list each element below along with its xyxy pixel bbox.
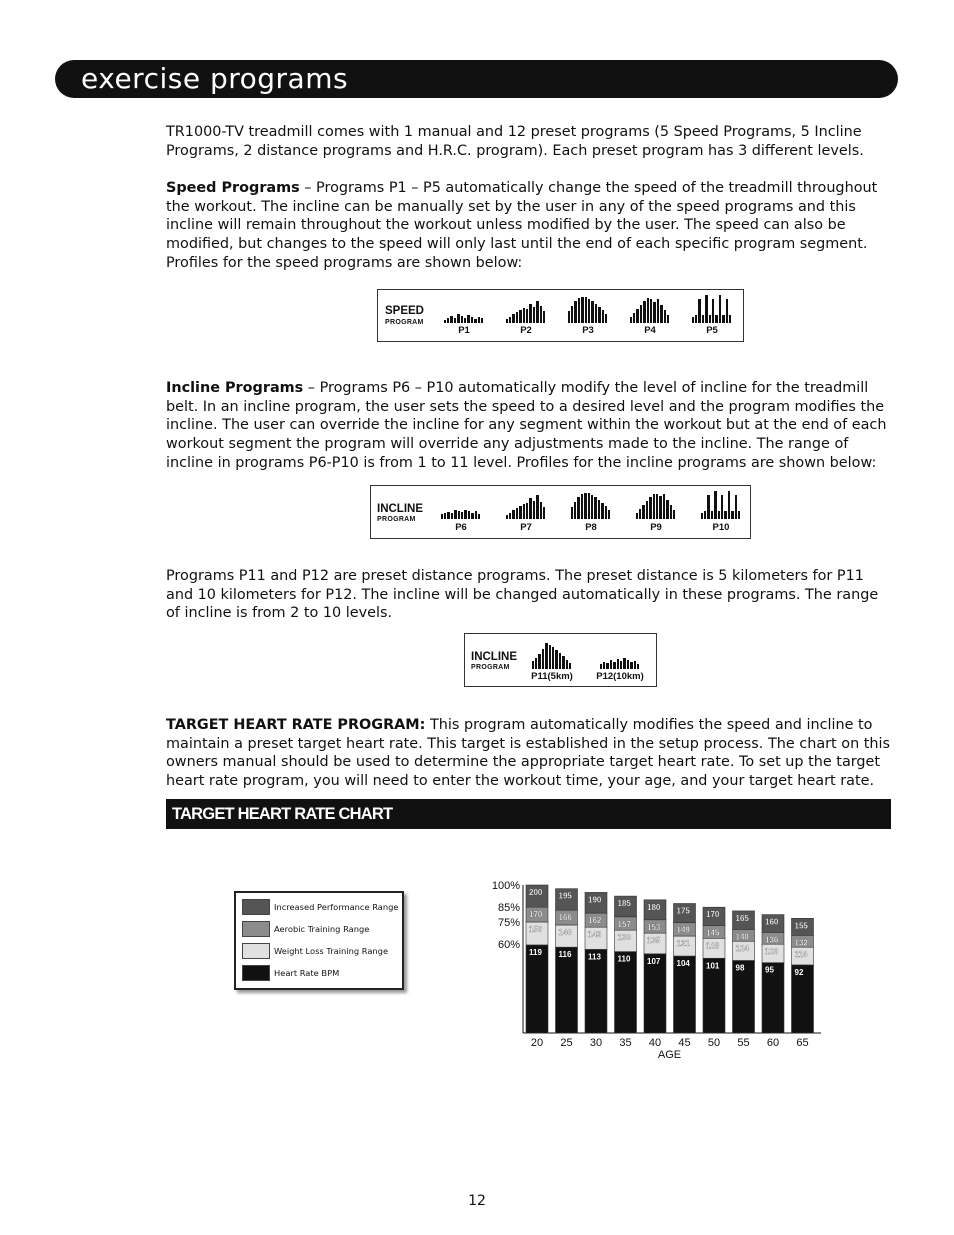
speed-panel-subtitle: PROGRAM xyxy=(385,319,424,326)
profile-bar xyxy=(707,495,709,519)
profile-bar xyxy=(653,302,655,323)
profile-bar xyxy=(709,315,711,323)
chart-title-bar xyxy=(166,799,891,829)
profile-bar xyxy=(535,658,537,669)
profile-bar xyxy=(577,497,579,519)
incline-panel-title: INCLINE xyxy=(377,503,423,515)
data-label: 157 xyxy=(617,919,631,929)
distance-panel-title: INCLINE xyxy=(471,651,517,663)
profile-bar xyxy=(595,304,597,323)
profile-bar xyxy=(598,500,600,519)
data-label: 185 xyxy=(617,899,631,909)
profile-bar xyxy=(663,494,665,519)
profile-bar xyxy=(639,509,641,519)
data-label: 92 xyxy=(794,967,804,977)
profile-bar xyxy=(666,500,668,519)
profile-label: P1 xyxy=(458,325,470,336)
profile-bar xyxy=(647,298,649,323)
profile-bar xyxy=(588,493,590,519)
profile-bar xyxy=(458,511,460,519)
profile-bar xyxy=(571,306,573,323)
data-label: 132 xyxy=(794,938,808,948)
profile-bar xyxy=(712,299,714,323)
profile-bar xyxy=(605,314,607,323)
profile-bar xyxy=(538,654,540,669)
profile-bar xyxy=(444,320,446,323)
data-label: 136 xyxy=(765,935,779,945)
chart-bar-segment xyxy=(526,945,548,1033)
profile-bar xyxy=(533,307,535,323)
profile-bar xyxy=(540,306,542,323)
x-tick-label: 55 xyxy=(737,1037,750,1049)
chart-bar-segment xyxy=(615,952,637,1033)
incline-text: – Programs P6 – P10 automatically modify the level of incline for the treadmill belt. In an incline program, the user sets the speed to a desired level and the program modifies the incline. The user can override the incline for any segment within the workout but at the end of each workout segment the program will override any adjustments made to the incline. The range of incline in programs P6-P10 is from 1 to 11 level. Profiles for the incline programs are shown below: xyxy=(166,380,887,471)
data-label: 119 xyxy=(529,947,542,957)
profile-bar xyxy=(673,510,675,519)
profile-label: P9 xyxy=(650,522,662,533)
profile-bar xyxy=(549,645,551,669)
profile-bars-p4 xyxy=(630,298,670,323)
profile-bars-p1210km xyxy=(600,658,640,669)
section-banner xyxy=(55,60,898,98)
profile-bar xyxy=(600,664,602,669)
profile-bar xyxy=(588,299,590,323)
profile-bar xyxy=(526,309,528,323)
legend-item-performance xyxy=(242,899,399,915)
data-label: 131 xyxy=(676,939,690,949)
x-tick-label: 25 xyxy=(560,1037,573,1049)
page-number: 12 xyxy=(468,1193,486,1209)
data-label: 190 xyxy=(588,895,602,905)
profile-bar xyxy=(591,301,593,323)
profile-bar xyxy=(608,510,610,519)
profile-bar xyxy=(441,514,443,519)
profile-bar xyxy=(481,318,483,323)
profile-bar xyxy=(468,511,470,519)
profile-label: P2 xyxy=(520,325,532,336)
data-label: 95 xyxy=(765,965,774,975)
profile-bar xyxy=(646,501,648,519)
thr-paragraph xyxy=(166,716,891,791)
x-tick-label: 65 xyxy=(796,1037,809,1049)
profile-bar xyxy=(670,505,672,519)
profile-bars-p2 xyxy=(506,301,546,323)
data-label: 116 xyxy=(558,950,572,960)
profile-bar xyxy=(602,310,604,323)
x-tick-label: 35 xyxy=(619,1037,632,1049)
profile-bar xyxy=(478,514,480,519)
profile-bar xyxy=(653,494,655,519)
profile-bar xyxy=(545,643,547,669)
profile-bars-p8 xyxy=(571,493,611,519)
profile-bar xyxy=(474,319,476,323)
profile-bars-p7 xyxy=(506,495,546,519)
profile-bar xyxy=(475,511,477,519)
legend-swatch xyxy=(242,921,270,937)
profile-bar xyxy=(532,661,534,669)
profile-bar xyxy=(581,297,583,323)
x-axis-label: AGE xyxy=(657,1049,682,1061)
profile-bar xyxy=(523,504,525,519)
profile-bar xyxy=(543,311,545,323)
profile-bar xyxy=(457,314,459,323)
profile-bar xyxy=(585,297,587,323)
profile-bar xyxy=(555,650,557,669)
profile-bar xyxy=(591,495,593,519)
profile-bar xyxy=(692,317,694,323)
profile-bar xyxy=(464,318,466,323)
profile-bar xyxy=(718,511,720,519)
data-label: 175 xyxy=(676,906,690,916)
profile-bar xyxy=(667,315,669,323)
speed-panel-title: SPEED xyxy=(385,305,424,317)
data-label: 101 xyxy=(706,961,720,971)
profile-bar xyxy=(650,299,652,323)
legend-label: Weight Loss Training Range xyxy=(274,946,389,956)
profile-bar xyxy=(695,315,697,323)
distance-panel-subtitle: PROGRAM xyxy=(471,664,510,671)
profile-bar xyxy=(726,299,728,323)
profile-label: P6 xyxy=(455,522,467,533)
profile-bars-p6 xyxy=(441,510,481,519)
data-label: 124 xyxy=(735,944,749,954)
profile-bar xyxy=(536,495,538,519)
profile-bar xyxy=(722,315,724,323)
profile-bar xyxy=(705,295,707,323)
data-label: 139 xyxy=(617,933,631,943)
profile-bar xyxy=(728,491,730,519)
profile-bar xyxy=(516,312,518,323)
y-tick-label: 85% xyxy=(497,902,520,915)
profile-bar xyxy=(721,495,723,519)
profile-bar xyxy=(659,496,661,519)
x-tick-label: 50 xyxy=(707,1037,721,1049)
data-label: 116 xyxy=(794,950,808,960)
profile-bar xyxy=(478,317,480,323)
profile-bar xyxy=(729,315,731,323)
profile-bar xyxy=(529,498,531,519)
section-title: exercise programs xyxy=(81,62,349,95)
data-label: 145 xyxy=(706,928,720,938)
profile-bar xyxy=(566,660,568,669)
profile-bar xyxy=(536,301,538,323)
data-label: 200 xyxy=(529,888,543,897)
thr-heading: TARGET HEART RATE PROGRAM: xyxy=(166,717,426,733)
profile-bar xyxy=(540,502,542,519)
x-tick-label: 60 xyxy=(766,1037,780,1049)
legend-label: Increased Performance Range xyxy=(274,902,399,912)
heart-rate-chart xyxy=(478,838,828,1064)
profile-bar xyxy=(581,494,583,519)
data-label: 110 xyxy=(617,954,631,964)
profile-bar xyxy=(630,662,632,669)
profile-bar xyxy=(519,506,521,519)
profile-bar xyxy=(704,511,706,519)
data-label: 98 xyxy=(735,963,745,973)
profile-bar xyxy=(451,513,453,519)
profile-bar xyxy=(702,315,704,323)
profile-bar xyxy=(574,301,576,323)
profile-label: P11(5km) xyxy=(531,671,573,682)
chart-legend xyxy=(234,891,404,990)
profile-bar xyxy=(569,663,571,669)
profile-bar xyxy=(543,507,545,519)
profile-bar xyxy=(594,497,596,519)
profile-bar xyxy=(605,506,607,519)
profile-bar xyxy=(598,307,600,323)
data-label: 150 xyxy=(529,925,543,934)
incline-panel-subtitle: PROGRAM xyxy=(377,516,416,523)
profile-bar xyxy=(533,501,535,519)
profile-bar xyxy=(603,662,605,669)
profile-bar xyxy=(461,316,463,323)
profile-bars-p115km xyxy=(532,643,572,669)
profile-bar xyxy=(601,503,603,519)
profile-label: P8 xyxy=(585,522,597,533)
profile-bars-p5 xyxy=(692,295,732,323)
x-tick-label: 30 xyxy=(589,1037,603,1049)
profile-bar xyxy=(523,308,525,323)
chart-bar-segment xyxy=(585,949,607,1033)
profile-bar xyxy=(613,662,615,669)
data-label: 128 xyxy=(706,941,720,951)
x-tick-label: 20 xyxy=(530,1037,544,1049)
profile-bar xyxy=(461,512,463,519)
data-label: 180 xyxy=(647,902,661,912)
profile-bar xyxy=(526,503,528,519)
profile-bar xyxy=(447,318,449,323)
data-label: 166 xyxy=(558,913,572,923)
y-tick-label: 60% xyxy=(497,939,520,952)
data-label: 149 xyxy=(676,925,690,935)
profile-bars-p1 xyxy=(444,314,484,323)
incline-profile-panel xyxy=(370,485,751,539)
profile-bar xyxy=(633,313,635,323)
data-label: 162 xyxy=(588,916,602,926)
y-tick-label: 100% xyxy=(491,880,520,892)
profile-bar xyxy=(512,314,514,323)
data-label: 170 xyxy=(529,910,543,920)
profile-bar xyxy=(571,507,573,519)
legend-swatch xyxy=(242,965,270,981)
profile-bar xyxy=(519,310,521,323)
profile-bar xyxy=(506,515,508,519)
data-label: 160 xyxy=(765,917,779,927)
profile-bar xyxy=(701,513,703,519)
profile-label: P12(10km) xyxy=(596,671,644,682)
profile-bar xyxy=(464,510,466,519)
legend-item-aerobic xyxy=(242,921,369,937)
profile-bar xyxy=(623,658,625,669)
thr-text: This program automatically modifies the speed and incline to maintain a preset target heart rate. This target is established in the setup process. The chart on this owners manual should be used to determine the appropriate target heart rate. To set up the target heart rate program, you will need to enter the workout time, your age, and your target heart rate. xyxy=(166,717,891,790)
data-label: 120 xyxy=(765,947,779,957)
profile-label: P3 xyxy=(582,325,594,336)
profile-bar xyxy=(516,508,518,519)
profile-bar xyxy=(715,315,717,323)
profile-bar xyxy=(509,513,511,519)
profile-label: P10 xyxy=(712,522,730,533)
profile-bar xyxy=(634,661,636,669)
profile-bar xyxy=(643,301,645,323)
profile-bar xyxy=(738,511,740,519)
profile-bar xyxy=(627,660,629,669)
profile-bars-p9 xyxy=(636,494,676,519)
legend-swatch xyxy=(242,899,270,915)
speed-paragraph xyxy=(166,179,891,273)
data-label: 165 xyxy=(735,913,749,923)
profile-bar xyxy=(450,316,452,323)
profile-bar xyxy=(649,497,651,519)
profile-bar xyxy=(735,495,737,519)
data-label: 107 xyxy=(647,956,661,966)
profile-bar xyxy=(630,317,632,323)
data-label: 135 xyxy=(647,936,661,946)
legend-item-weight-loss xyxy=(242,943,388,959)
profile-bar xyxy=(447,512,449,519)
legend-label: Heart Rate BPM xyxy=(274,968,340,978)
data-label: 146 xyxy=(558,927,572,937)
profile-bar xyxy=(724,511,726,519)
profile-label: P5 xyxy=(706,325,718,336)
legend-label: Aerobic Training Range xyxy=(274,924,370,934)
data-label: 143 xyxy=(588,930,602,940)
profile-bar xyxy=(657,299,659,323)
distance-profile-panel xyxy=(464,633,657,687)
profile-bars-p3 xyxy=(568,297,608,323)
speed-heading: Speed Programs xyxy=(166,180,300,196)
profile-bar xyxy=(506,319,508,323)
chart-title: TARGET HEART RATE CHART xyxy=(172,805,393,823)
incline-paragraph xyxy=(166,379,891,473)
profile-bar xyxy=(636,309,638,323)
profile-bar xyxy=(642,505,644,519)
data-label: 170 xyxy=(706,910,720,920)
profile-bar xyxy=(471,513,473,519)
profile-bar xyxy=(552,647,554,669)
profile-bar xyxy=(656,494,658,519)
data-label: 140 xyxy=(735,932,749,942)
x-tick-label: 40 xyxy=(648,1037,662,1049)
speed-text: – Programs P1 – P5 automatically change the speed of the treadmill throughout the workout. The incline can be manually set by the user in any of the speed programs and this incline will remain throughout the workout unless modified by the user. The speed can also be modified, but changes to the speed will only last until the end of each specific program segment. Profiles for the speed programs are shown below: xyxy=(166,180,878,271)
profile-bar xyxy=(444,513,446,519)
profile-bar xyxy=(698,299,700,323)
profile-bar xyxy=(454,510,456,519)
profile-bar xyxy=(471,317,473,323)
profile-bar xyxy=(637,664,639,669)
profile-bar xyxy=(578,298,580,323)
data-label: 113 xyxy=(588,952,601,962)
profile-bar xyxy=(640,305,642,323)
profile-bar xyxy=(574,502,576,519)
legend-swatch xyxy=(242,943,270,959)
profile-bar xyxy=(731,511,733,519)
profile-bar xyxy=(636,513,638,519)
profile-bar xyxy=(542,649,544,669)
profile-bar xyxy=(714,491,716,519)
data-label: 153 xyxy=(647,922,661,932)
profile-label: P4 xyxy=(644,325,656,336)
incline-heading: Incline Programs xyxy=(166,380,304,396)
profile-bar xyxy=(617,659,619,669)
intro-paragraph: TR1000-TV treadmill comes with 1 manual and 12 preset programs (5 Speed Programs, 5 Incline Programs, 2 distance programs and H.R.C. program). Each preset program has 3 different levels. xyxy=(166,124,864,159)
profile-bar xyxy=(719,295,721,323)
profile-bar xyxy=(660,305,662,323)
profile-bar xyxy=(559,653,561,669)
profile-bar xyxy=(467,315,469,323)
speed-profile-panel xyxy=(377,289,744,342)
profile-bar xyxy=(512,510,514,519)
y-tick-label: 75% xyxy=(497,917,520,929)
x-tick-label: 45 xyxy=(678,1037,691,1049)
profile-label: P7 xyxy=(520,522,532,533)
chart-bar-segment xyxy=(556,947,578,1033)
profile-bar xyxy=(664,310,666,323)
profile-bar xyxy=(562,656,564,669)
profile-bar xyxy=(711,511,713,519)
profile-bar xyxy=(529,304,531,323)
profile-bar xyxy=(568,311,570,323)
profile-bar xyxy=(454,318,456,323)
distance-paragraph: Programs P11 and P12 are preset distance programs. The preset distance is 5 kilometers for P11 and 10 kilometers for P12. The incline will be changed automatically in these programs. The range of incline is from 2 to 10 levels. xyxy=(166,568,879,622)
profile-bar xyxy=(584,493,586,519)
data-label: 104 xyxy=(676,959,690,969)
profile-bar xyxy=(610,660,612,669)
profile-bars-p10 xyxy=(701,491,741,519)
data-label: 155 xyxy=(794,921,808,931)
data-label: 195 xyxy=(558,891,572,901)
profile-bar xyxy=(509,317,511,323)
profile-bar xyxy=(620,661,622,669)
profile-bar xyxy=(606,663,608,669)
legend-item-bpm xyxy=(242,965,339,981)
